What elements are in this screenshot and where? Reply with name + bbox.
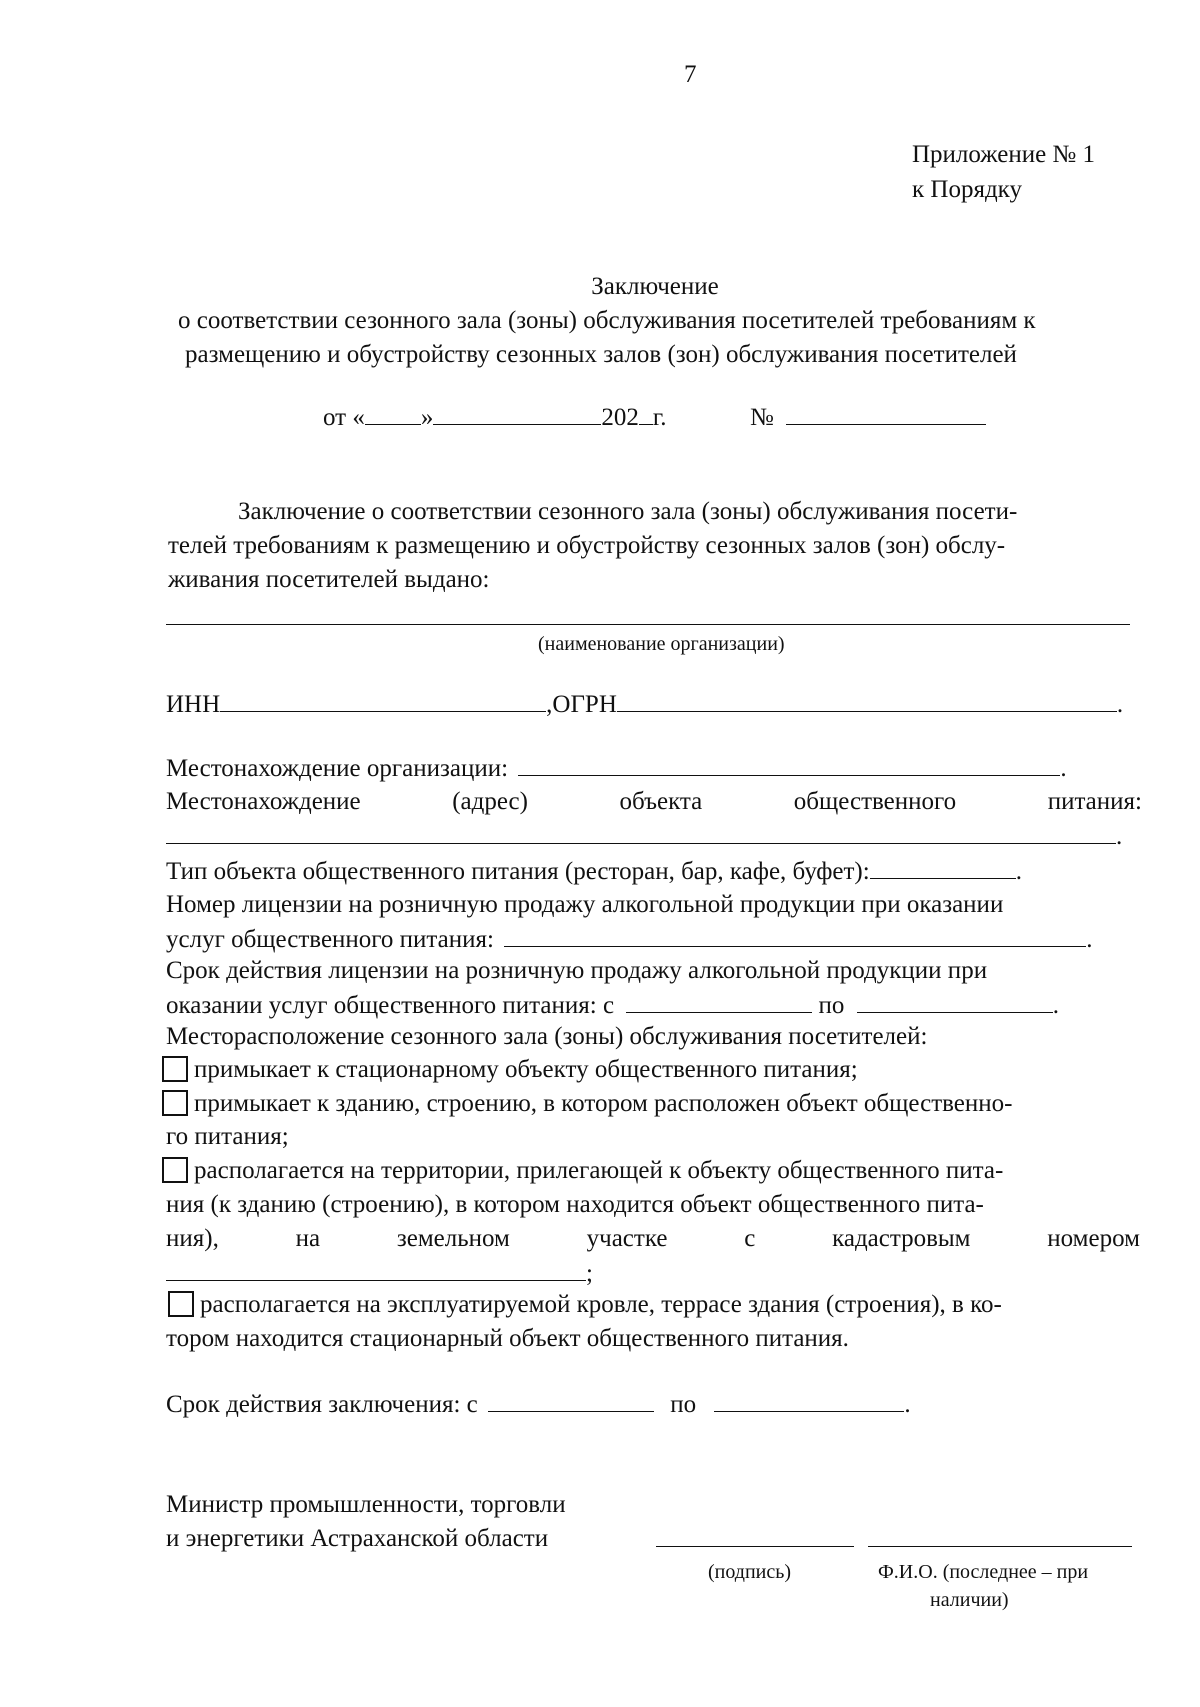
facility-address-line — [166, 821, 1122, 852]
intro-line-3: живания посетителей выдано: — [168, 566, 490, 593]
organization-name-field[interactable] — [166, 624, 1130, 625]
license-number-label: услуг общественного питания: — [166, 926, 494, 953]
option-3-word-3: земельном — [396, 1225, 510, 1252]
facility-type-period: . — [1015, 858, 1022, 885]
facility-address-word-1: Местонахождение — [166, 788, 361, 815]
option-4-label-line-1: располагается на эксплуатируемой кровле, террасе здания (строения), в ко- — [200, 1291, 1002, 1318]
year-prefix: 202 — [601, 404, 639, 431]
placement-heading: Месторасположение сезонного зала (зоны) обслуживания посетителей: — [166, 1023, 928, 1050]
option-3-label-line-2: ния (к зданию (строению), в котором находится объект общественного пита- — [166, 1191, 984, 1218]
option-1-checkbox[interactable] — [162, 1056, 188, 1082]
facility-address-word-5: питания: — [1047, 788, 1142, 815]
facility-address-field[interactable] — [166, 821, 1116, 844]
org-location-label: Местонахождение организации: — [166, 755, 509, 782]
option-2-checkbox[interactable] — [162, 1090, 188, 1116]
inn-label: ИНН — [166, 691, 221, 718]
organization-name-caption: (наименование организации) — [538, 633, 785, 655]
option-2-label-line-1: примыкает к зданию, строению, в котором расположен объект общественно- — [194, 1090, 1013, 1117]
option-3-word-4: участке — [586, 1225, 668, 1252]
license-from-field[interactable] — [626, 990, 812, 1013]
page-number: 7 — [684, 61, 697, 88]
title-line-1: о соответствии сезонного зала (зоны) обслуживания посетителей требованиям к — [178, 307, 1036, 334]
license-number-line-1: Номер лицензии на розничную продажу алкогольной продукции при оказании — [166, 891, 1004, 918]
inn-ogrn-line — [166, 689, 1123, 720]
option-1-label: примыкает к стационарному объекту общественного питания; — [194, 1056, 858, 1083]
number-sign: № — [750, 404, 774, 431]
option-3-checkbox[interactable] — [162, 1157, 188, 1183]
license-term-to: по — [818, 992, 845, 1019]
option-2-label-line-2: го питания; — [166, 1123, 289, 1150]
appendix-line-1: Приложение № 1 — [912, 141, 1096, 168]
org-location-line — [166, 753, 1067, 784]
placement-option-2 — [162, 1089, 1012, 1119]
conclusion-term-label: Срок действия заключения: с — [166, 1391, 478, 1418]
full-name-field[interactable] — [868, 1546, 1132, 1547]
signature-caption: (подпись) — [708, 1561, 792, 1583]
date-quote-close: » — [420, 404, 434, 431]
facility-address-label — [166, 787, 1142, 817]
license-term-period: . — [1052, 992, 1059, 1019]
placement-option-1 — [162, 1055, 858, 1085]
facility-type-label: Тип объекта общественного питания (ресторан, бар, кафе, буфет): — [166, 858, 870, 885]
facility-address-word-4: общественного — [793, 788, 957, 815]
conclusion-term-line — [166, 1389, 911, 1420]
inn-field[interactable] — [220, 689, 546, 712]
facility-address-word-3: объекта — [619, 788, 703, 815]
facility-type-field[interactable] — [870, 856, 1016, 879]
option-4-label-line-2: тором находится стационарный объект общественного питания. — [166, 1325, 849, 1352]
option-3-label-line-3 — [166, 1224, 1140, 1254]
conclusion-term-period: . — [904, 1391, 911, 1418]
intro-line-1: Заключение о соответствии сезонного зала (зоны) обслуживания посети- — [238, 498, 1018, 525]
org-location-period: . — [1060, 755, 1067, 782]
license-number-line-2 — [166, 924, 1092, 955]
year-digit-field[interactable] — [639, 402, 653, 425]
full-name-caption-line-1: Ф.И.О. (последнее – при — [878, 1561, 1089, 1583]
day-field[interactable] — [365, 402, 421, 425]
option-3-word-1: ния), — [166, 1225, 219, 1252]
month-field[interactable] — [433, 402, 601, 425]
cadastral-number-field[interactable] — [166, 1258, 586, 1281]
placement-option-4 — [168, 1290, 1002, 1320]
intro-line-2: телей требованиям к размещению и обустройству сезонных залов (зон) обслу- — [168, 532, 1006, 559]
license-term-label: оказании услуг общественного питания: с — [166, 992, 615, 1019]
conclusion-from-field[interactable] — [488, 1389, 654, 1412]
facility-address-period: . — [1116, 823, 1123, 850]
date-from-label: от « — [323, 404, 365, 431]
placement-option-3 — [162, 1156, 1003, 1186]
facility-address-word-2: (адрес) — [452, 788, 528, 815]
license-to-field[interactable] — [857, 990, 1053, 1013]
org-location-field[interactable] — [518, 753, 1060, 776]
conclusion-term-to: по — [670, 1391, 697, 1418]
license-term-line-1: Срок действия лицензии на розничную продажу алкогольной продукции при — [166, 957, 988, 984]
signature-field[interactable] — [656, 1546, 854, 1547]
signatory-title-line-1: Министр промышленности, торговли — [166, 1491, 566, 1518]
option-3-label-line-1: располагается на территории, прилегающей к объекту общественного пита- — [194, 1157, 1004, 1184]
title-line-2: размещению и обустройству сезонных залов (зон) обслуживания посетителей — [185, 341, 1017, 368]
document-title: Заключение — [591, 273, 719, 300]
option-3-word-2: на — [295, 1225, 321, 1252]
license-term-line-2 — [166, 990, 1059, 1021]
option-4-checkbox[interactable] — [168, 1291, 194, 1317]
year-suffix: г. — [652, 404, 667, 431]
cadastral-number-line — [166, 1258, 593, 1289]
number-field[interactable] — [786, 402, 986, 425]
license-number-period: . — [1086, 926, 1093, 953]
date-number-line — [323, 402, 667, 433]
option-3-word-7: номером — [1047, 1225, 1140, 1252]
inn-ogrn-period: . — [1116, 691, 1124, 718]
option-3-word-5: с — [744, 1225, 756, 1252]
full-name-caption-line-2: наличии) — [930, 1589, 1009, 1611]
conclusion-to-field[interactable] — [714, 1389, 904, 1412]
appendix-line-2: к Порядку — [912, 176, 1022, 203]
facility-type-line — [166, 856, 1022, 887]
option-3-word-6: кадастровым — [832, 1225, 971, 1252]
ogrn-field[interactable] — [617, 689, 1117, 712]
number-field-group — [750, 402, 986, 433]
cadastral-semicolon: ; — [586, 1260, 593, 1287]
ogrn-label: ,ОГРН — [546, 691, 617, 718]
signatory-title-line-2: и энергетики Астраханской области — [166, 1525, 549, 1552]
license-number-field[interactable] — [504, 924, 1086, 947]
